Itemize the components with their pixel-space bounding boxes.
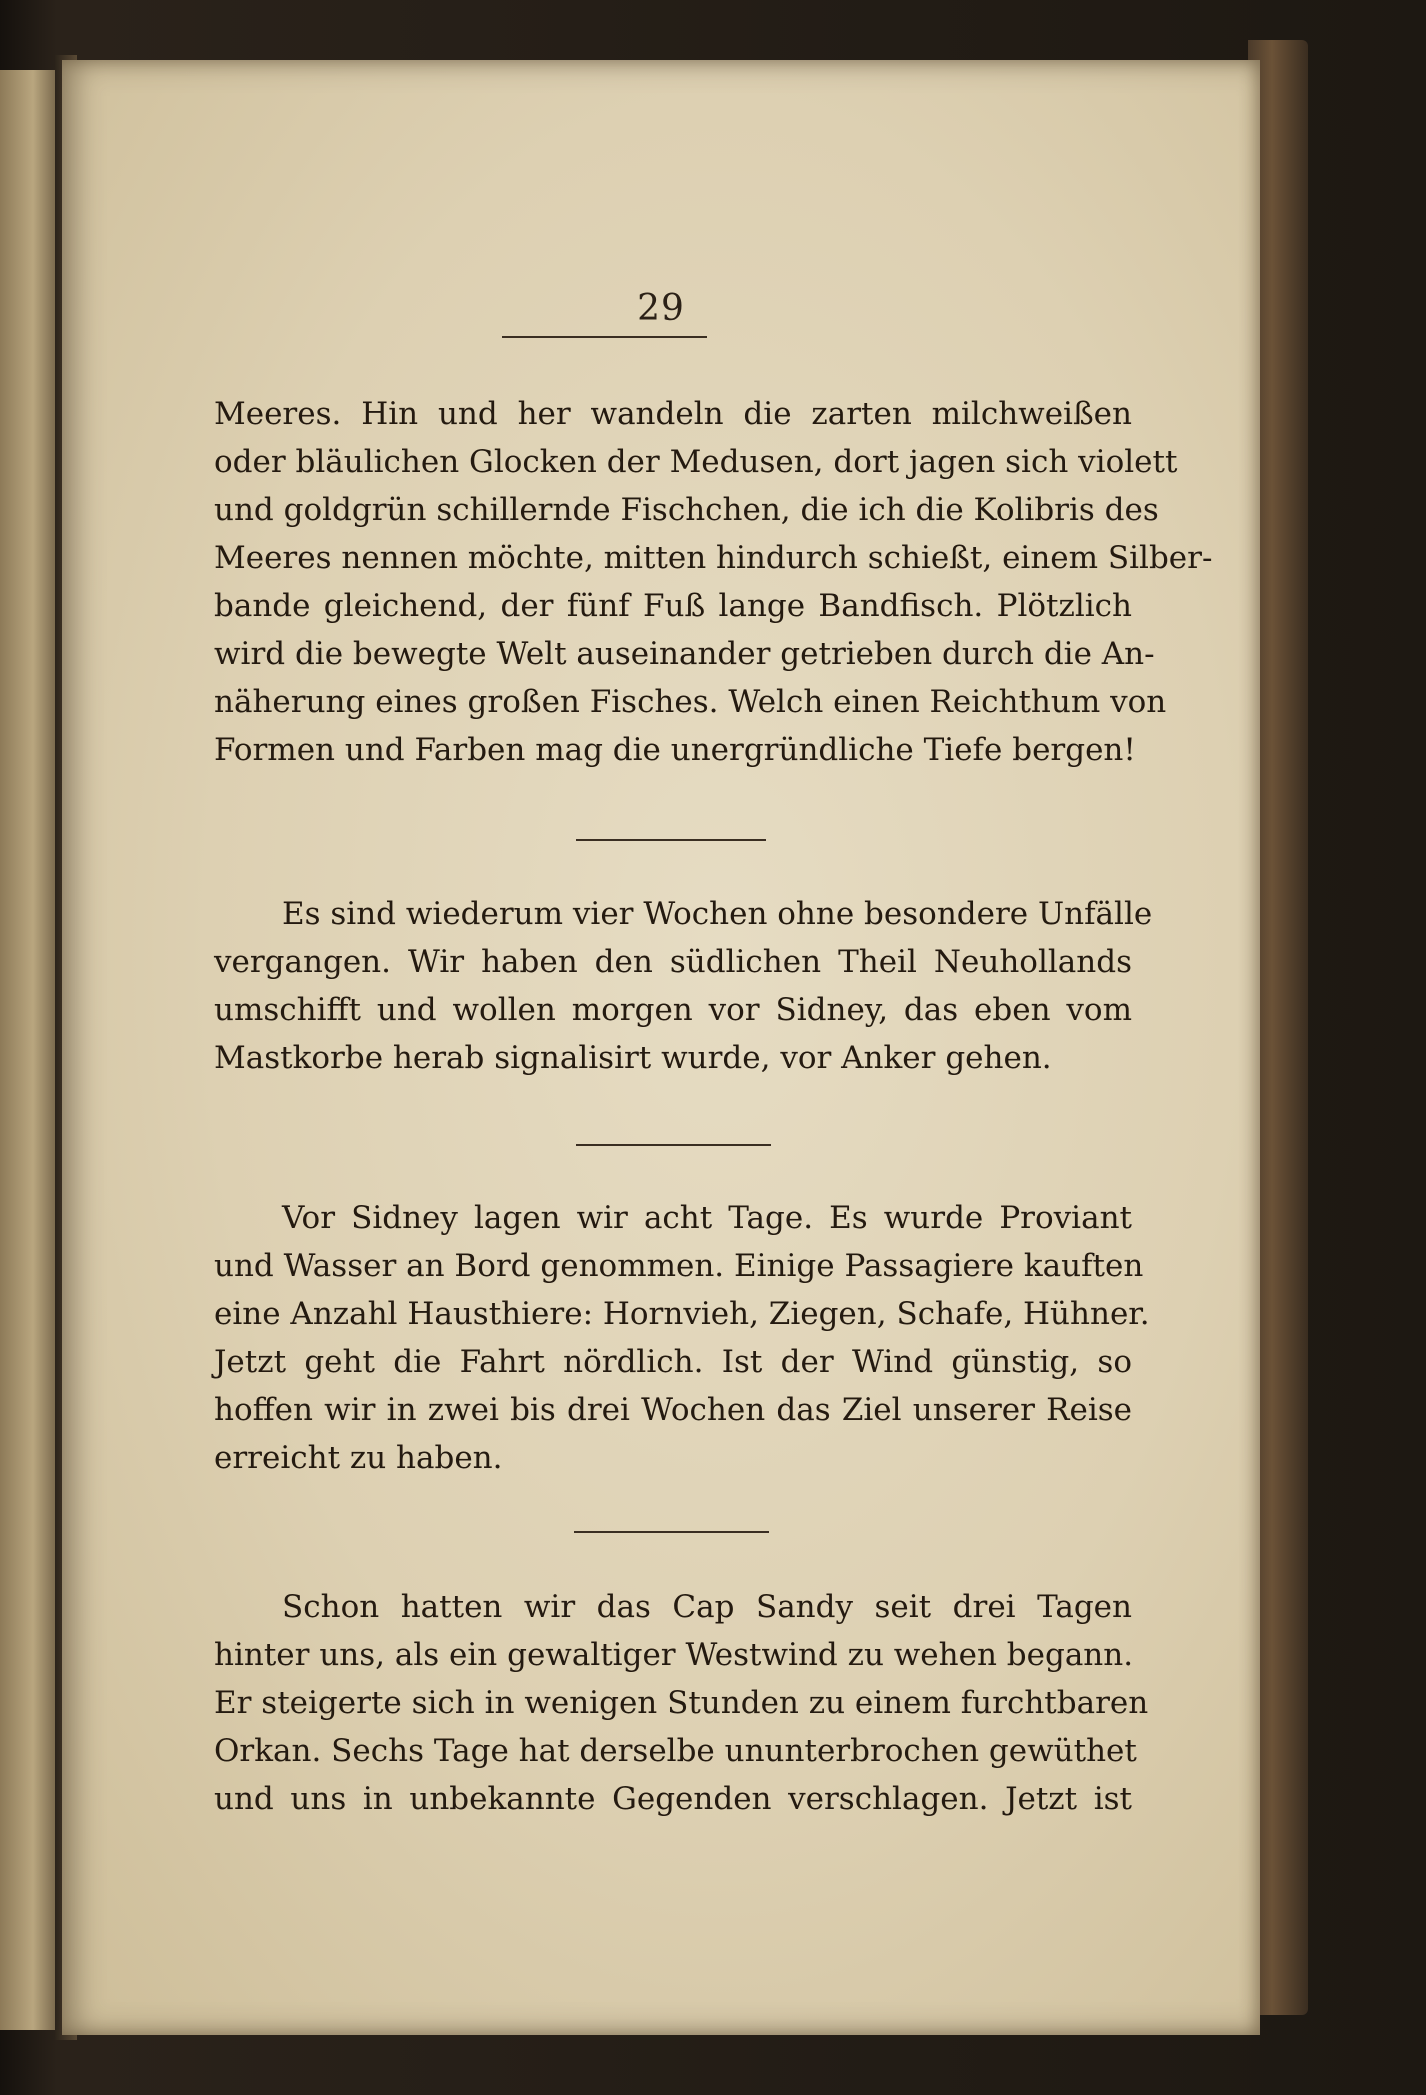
text-line: wird die bewegte Welt auseinander getrieben durch die An- [214, 636, 1155, 672]
section-divider [574, 1531, 769, 1533]
text-line: oder bläulichen Glocken der Medusen, dort jagen sich violett [214, 444, 1178, 480]
text-line: erreicht zu haben. [214, 1440, 503, 1476]
text-line: eine Anzahl Hausthiere: Hornvieh, Ziegen, Schafe, Hühner. [214, 1296, 1150, 1332]
text-line: und uns in unbekannte Gegenden verschlagen. Jetzt ist [214, 1781, 1132, 1817]
text-line: Mastkorbe herab signalisirt wurde, vor Anker gehen. [214, 1040, 1052, 1076]
text-line: Jetzt geht die Fahrt nördlich. Ist der Wind günstig, so [214, 1344, 1132, 1380]
text-line: und Wasser an Bord genommen. Einige Passagiere kauften [214, 1248, 1144, 1284]
page-number: 29 [637, 288, 685, 329]
text-line: Orkan. Sechs Tage hat derselbe ununterbrochen gewüthet [214, 1733, 1137, 1769]
paragraph-4 [214, 1583, 1149, 1823]
book-page [62, 60, 1260, 2035]
text-line: Schon hatten wir das Cap Sandy seit drei Tagen [282, 1589, 1132, 1625]
text-line: Vor Sidney lagen wir acht Tage. Es wurde Proviant [282, 1200, 1132, 1236]
text-line: vergangen. Wir haben den südlichen Theil Neuhollands [214, 944, 1132, 980]
text-line: Formen und Farben mag die unergründliche Tiefe bergen! [214, 732, 1136, 768]
text-line: und goldgrün schillernde Fischchen, die ich die Kolibris des [214, 492, 1159, 528]
text-line: Es sind wiederum vier Wochen ohne besondere Unfälle [282, 896, 1153, 932]
paragraph-2 [214, 890, 1153, 1082]
section-divider [576, 1144, 771, 1146]
text-line: Meeres. Hin und her wandeln die zarten milchweißen [214, 396, 1132, 432]
previous-page-edge [0, 70, 63, 2030]
header-rule [502, 336, 707, 338]
text-line: näherung eines großen Fisches. Welch einen Reichthum von [214, 684, 1167, 720]
text-line: Er steigerte sich in wenigen Stunden zu einem furchtbaren [214, 1685, 1149, 1721]
paragraph-3 [214, 1194, 1150, 1482]
paragraph-1 [214, 390, 1213, 774]
section-divider [576, 839, 766, 841]
text-line: hoffen wir in zwei bis drei Wochen das Ziel unserer Reise [214, 1392, 1132, 1428]
text-line: umschifft und wollen morgen vor Sidney, das eben vom [214, 992, 1132, 1028]
text-line: Meeres nennen möchte, mitten hindurch schießt, einem Silber- [214, 540, 1213, 576]
text-line: bande gleichend, der fünf Fuß lange Bandfisch. Plötzlich [214, 588, 1132, 624]
text-line: hinter uns, als ein gewaltiger Westwind zu wehen begann. [214, 1637, 1134, 1673]
